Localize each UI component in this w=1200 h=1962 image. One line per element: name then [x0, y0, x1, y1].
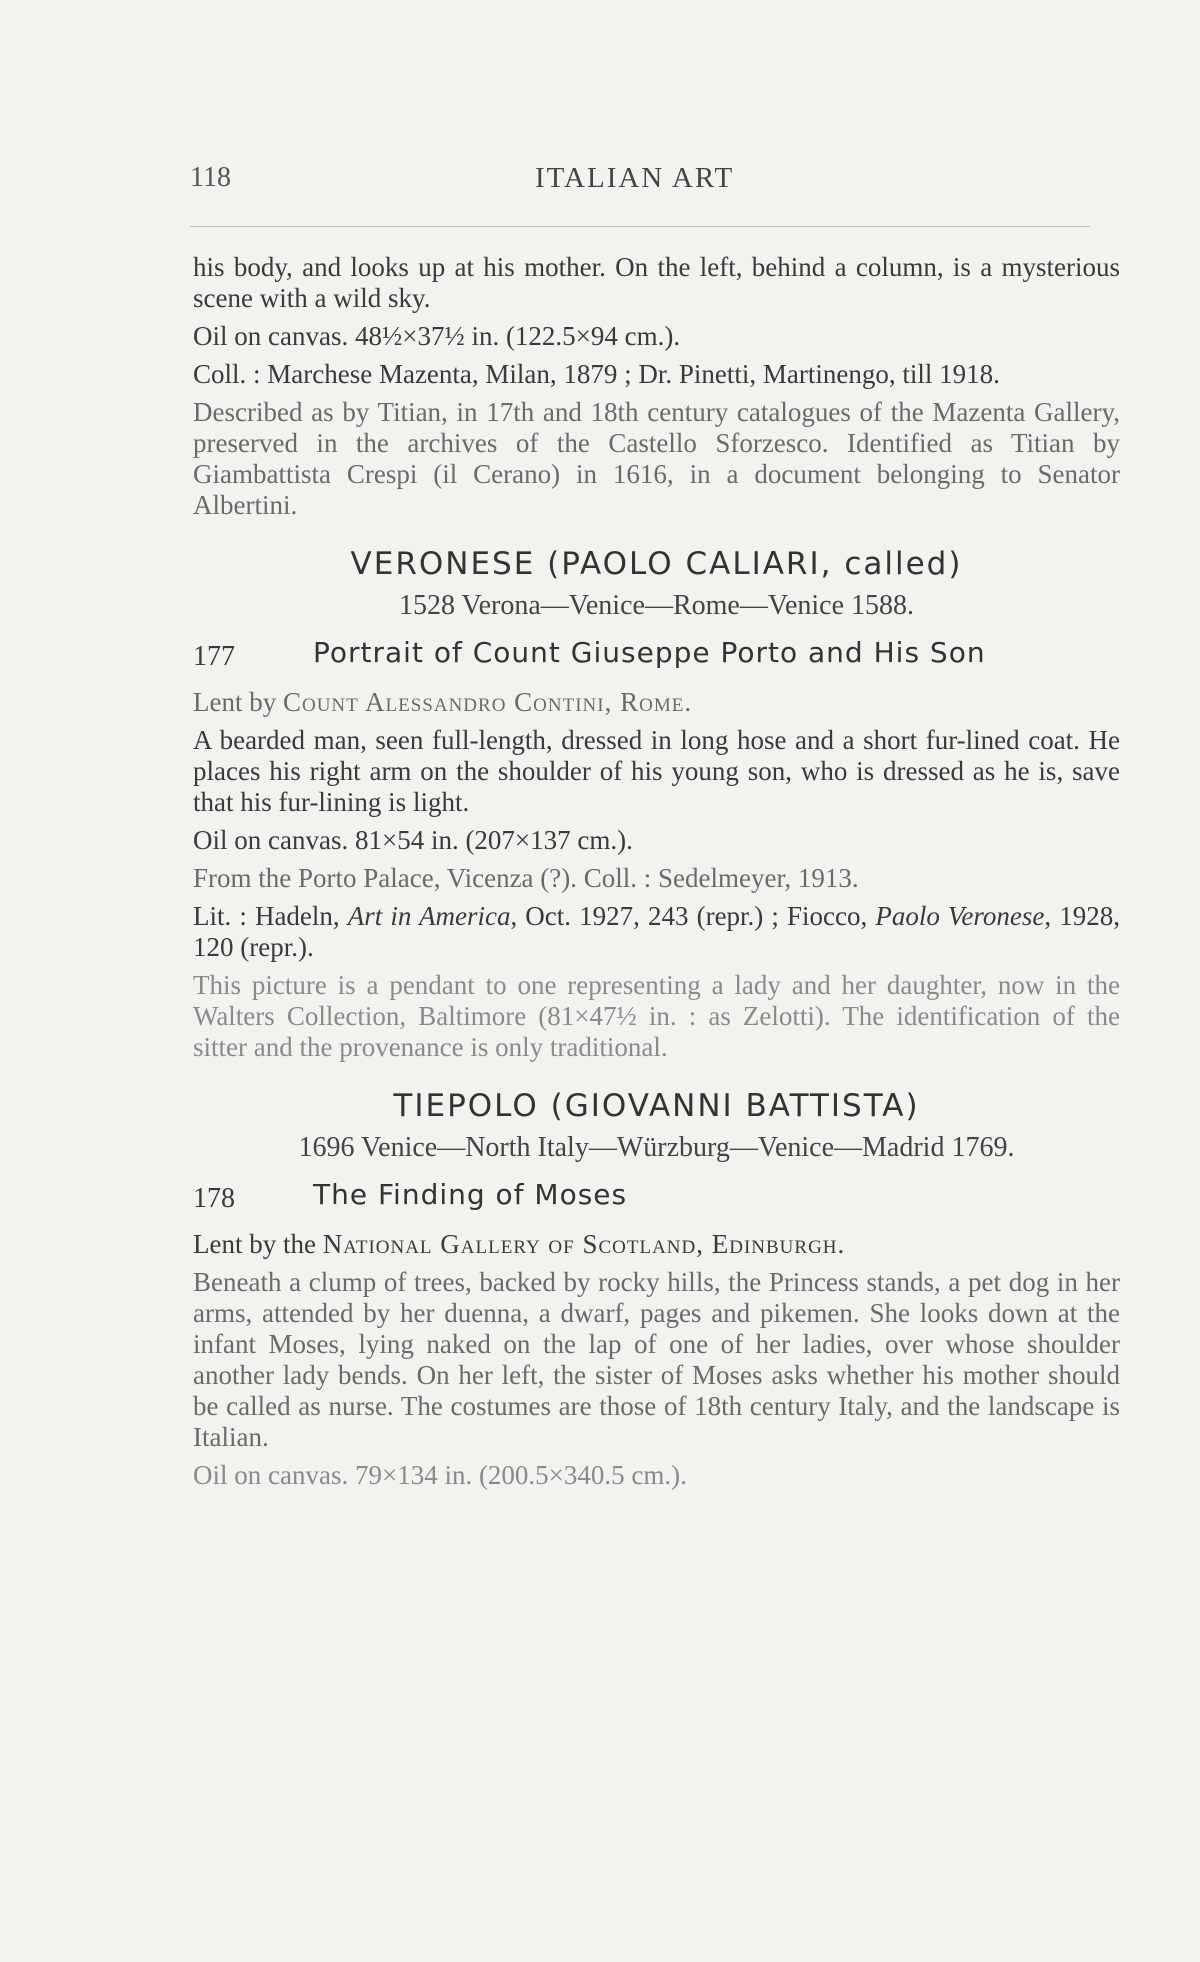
artist-heading-tiepolo: TIEPOLO (GIOVANNI BATTISTA) [393, 1088, 920, 1124]
catalogue-entry-177 [193, 635, 1120, 675]
entry-title: The Finding of Moses [313, 1178, 628, 1211]
entry-provenance: From the Porto Palace, Vicenza (?). Coll. : Sedelmeyer, 1913. [193, 863, 859, 893]
entry-literature [193, 901, 1120, 963]
intro-collection: Coll. : Marchese Mazenta, Milan, 1879 ; Dr. Pinetti, Martinengo, till 1918. [193, 359, 1000, 389]
artist-heading-veronese: VERONESE (PAOLO CALIARI, called) [350, 546, 963, 582]
entry-number: 177 [193, 641, 235, 672]
lit-title-1: Art in America [347, 901, 511, 931]
catalogue-entry-178 [193, 1177, 1120, 1217]
header-rule [190, 226, 1090, 227]
intro-description: his body, and looks up at his mother. On the left, behind a column, is a mysterious scene with a wild sky. [193, 252, 1120, 313]
entry-title: Portrait of Count Giuseppe Porto and His Son [313, 636, 986, 669]
page-number: 118 [190, 162, 231, 193]
page-header [190, 162, 1190, 202]
page-body [193, 252, 1120, 1498]
lender-line [193, 687, 1120, 718]
lit-prefix: Lit. : Hadeln, [193, 901, 348, 931]
entry-description: Beneath a clump of trees, backed by rocky hills, the Princess stands, a pet dog in her arms, attended by her duenna, a dwarf, pages and pikemen. She looks down at the infant Moses, lying naked on the lap of one of her ladies, over whose shoulder another lady bends. On her left, the sister of Moses asks whether his mother should be called as nurse. The costumes are those of 18th century Italy, and the landscape is Italian. [193, 1267, 1120, 1452]
entry-description: A bearded man, seen full-length, dressed in long hose and a short fur-lined coat. He places his right arm on the shoulder of his young son, who is dressed as he is, save that his fur-lining is light. [193, 725, 1120, 817]
lit-end: , 1928, 120 (repr.). [193, 901, 1120, 962]
entry-medium: Oil on canvas. 79×134 in. (200.5×340.5 cm.). [193, 1460, 687, 1490]
intro-medium: Oil on canvas. 48½×37½ in. (122.5×94 cm.). [193, 321, 681, 351]
intro-note: Described as by Titian, in 17th and 18th century catalogues of the Mazenta Gallery, preserved in the archives of the Castello Sforzesco. Identified as Titian by Giambattista Crespi (il Cerano) in 1616, in a document belonging to Senator Albertini. [193, 397, 1120, 520]
lent-by-label: Lent by the [193, 1229, 323, 1259]
entry-medium: Oil on canvas. 81×54 in. (207×137 cm.). [193, 825, 633, 855]
artist-dates-veronese: 1528 Verona—Venice—Rome—Venice 1588. [398, 590, 915, 621]
lender-name: Count Alessandro Contini, Rome. [282, 687, 693, 717]
artist-dates-tiepolo: 1696 Venice—North Italy—Würzburg—Venice—Madrid 1769. [298, 1132, 1015, 1163]
entry-note: This picture is a pendant to one representing a lady and her daughter, now in the Walters Collection, Baltimore (81×47½ in. : as Zelotti). The identification of the sitter and the provenance is only traditional. [193, 970, 1120, 1062]
lender-line [193, 1229, 1120, 1260]
lit-mid: , Oct. 1927, 243 (repr.) ; Fiocco, [510, 901, 876, 931]
running-title: ITALIAN ART [535, 162, 735, 194]
lender-name: National Gallery of Scotland, Edinburgh. [322, 1229, 846, 1259]
lit-title-2: Paolo Veronese [875, 901, 1045, 931]
entry-number: 178 [193, 1183, 235, 1214]
lent-by-label: Lent by [193, 687, 283, 717]
